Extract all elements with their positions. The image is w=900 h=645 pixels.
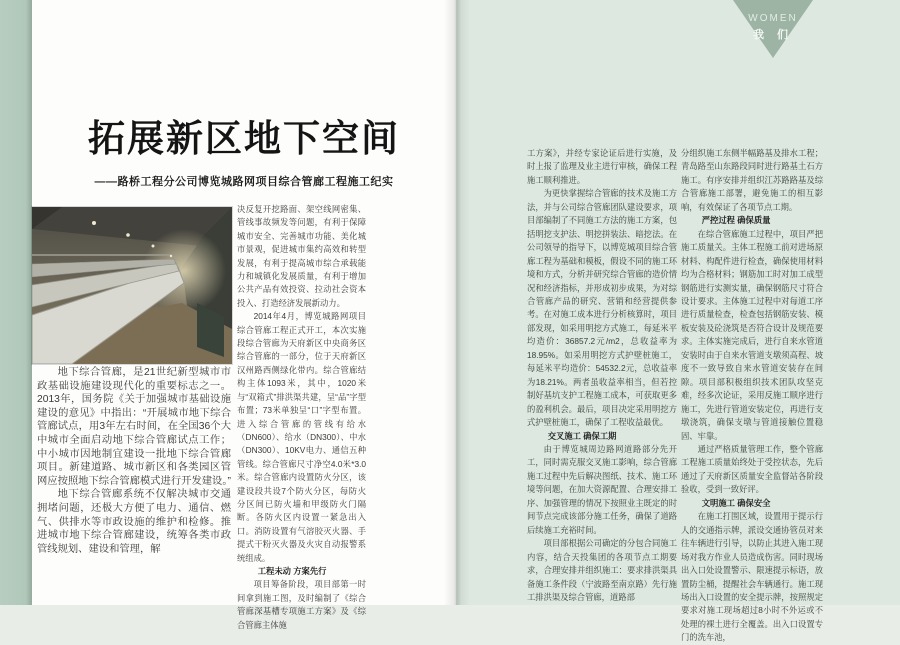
paragraph: 项目部根据公司确定的分包合同施工内容，结合天投集团的各项节点工期要求，合理安排并组织施工：要求排洪渠具备施工条件段（宁波路至南京路）先行施工排洪渠及综合管廊，道路部	[527, 538, 677, 602]
corner-label-en: WOMEN	[748, 13, 798, 24]
section-heading: 工程未动 方案先行	[257, 565, 327, 576]
paragraph: 在综合管廊施工过程中，项目严把施工质量关。主体工程施工前对进场原材料、构配件进行检查，确保使用材料均为合格材料；钢筋加工时对加工成型钢筋进行实测实量，确保钢筋尺寸符合设计要求。主体施工过程中对每道工序进行质量检查，检查包括钢筋安装、模板安装及砼浇筑是否符合设计及规范要求。主体实施完成后，进行自来水管道安装时由于自来水管道支墩须高程、坡度不一致导致自来水管道安装存在间隙。项目部积极组织技术团队攻坚克难，经多次论证，采用反施工顺序进行施工，先进行管道安装定位，再进行支墩浇筑，确保支墩与管道接触位置稳固、牢靠。	[681, 228, 823, 441]
section-heading: 文明施工 确保安全	[701, 497, 771, 508]
paragraph: 由于博览城周边路网道路部分先开工，同时需克服交叉施工影响，综合管廊施工过程中先后解决图纸、技术、施工环境等问题，在加大资源配置、合理安排工序、加强管理的情况下按照业主既定的时间节点完成该部分施工任务，确保了道路后续施工充裕时间。	[527, 443, 677, 535]
paragraph: 为更快掌握综合管廊的技术及施工方法，并与公司综合管廊团队建设要求，项目部编制了不同施工方法的施工方案，包括明挖支护法、明挖拼装法、暗挖法。在公司领导的指导下，以博览城项目综合管廊工程为基础和模板，假设不同的施工环境和方式，分析并研究综合管廊的造价情况和经济指标，并形成初步成果，为对综合管廊产品的研究、营销和经营提供参考。在对施工成本进行分析核算时，项目部发现，如采用明挖方式施工，每延米平均造价：36857.2元/m2，总收益率为18.95%。如采用明挖方式护壁桩施工，每延米平均造价：54532.2元，总收益率为18.21%。两者虽收益率相当，但若控制好基坑支护工程施工成本，可获取更多的盈利机会。最后，项目决定采用明挖方式护壁桩施工，确保了工程收益最优。	[527, 188, 677, 428]
left-page	[32, 0, 456, 630]
page-title: 拓展新区地下空间	[88, 116, 400, 160]
tunnel-photo	[32, 207, 232, 364]
paragraph: 分组织施工东侧半幅路基及排水工程；青岛路至山东路段同时进行路基土石方施工。有序安排并组织江苏路路基及综合管廊施工部署，避免施工的相互影响，有效保证了各项节点工期。	[681, 148, 823, 212]
corner-label-cn: 我 们	[752, 29, 794, 41]
paragraph: 决反复开挖路面、架空线网密集、管线事故频发等问题，有利于保障城市安全、完善城市功能、美化城市景观，促进城市集约高效和转型发展，有利于提高城市综合承载能力和城镇化发展质量，有利于增加公共产品有效投资、拉动社会资本投入、打造经济发展新动力。	[237, 204, 366, 308]
right-text-column-1	[527, 147, 677, 604]
paragraph: 在施工打围区域，设置用于提示行人的交通指示牌，派设交通协管员对来往车辆进行引导，以防止其进入施工现场对我方作业人员造成伤害。同时现场出入口处设置警示、限速提示标语，放置防尘桶，提醒社会车辆通行。施工现场出入口设置的安全提示牌，按照规定要求对施工现场超过8小时不外运或不处理的裸土进行全覆盖。出入口设置专门的洗车池，	[681, 511, 823, 643]
left-text-column-2	[237, 203, 366, 632]
section-heading: 交叉施工 确保工期	[547, 430, 617, 441]
page-subtitle: ——路桥工程分公司博览城路网项目综合管廊工程施工纪实	[94, 176, 394, 188]
right-text-column-2	[681, 147, 823, 645]
paragraph: 地下综合管廊，是21世纪新型城市市政基础设施建设现代化的重要标志之一。2013年，国务院《关于加强城市基础设施建设的意见》中指出：“开展城市地下综合管廊试点，用3年左右时间，在全国36个大中城市全面启动地下综合管廊试点工作；中小城市因地制宜建设一批地下综合管廊项目。新建道路、城市新区和各类园区管网应按照地下综合管廊模式进行开发建设。”	[37, 367, 231, 487]
paragraph: 通过严格质量管理工作，整个管廊工程施工质量始终处于受控状态，先后通过了天府新区质量安全监督站各阶段验收，受到一致好评。	[681, 443, 823, 495]
section-heading: 严控过程 确保质量	[701, 215, 771, 226]
previous-page-edge	[0, 0, 32, 605]
paragraph: 工方案》，并经专家论证后进行实施，及时上报了监理及业主进行审核，确保工程施工顺利推进。	[527, 148, 677, 185]
paragraph: 地下综合管廊系统不仅解决城市交通拥堵问题，还极大方便了电力、通信、燃气、供排水等市政设施的维护和检修。推进城市地下综合管廊建设，统筹各类市政管线规划、建设和管理，解	[37, 489, 231, 555]
paragraph: 项目筹备阶段，项目部第一时间拿到施工图，及时编制了《综合管廊深基槽专项施工方案》及《综合管廊主体施	[237, 579, 366, 630]
right-page	[456, 0, 900, 643]
left-text-column-1	[37, 366, 231, 556]
paragraph: 2014年4月，博览城路网项目综合管廊工程正式开工，本次实施段综合管廊为天府新区中央商务区综合管廊的一部分，位于天府新区汉州路西侧绿化带内。综合管廊结构主体1093米，其中，1020米与“双箱式”排洪渠共建，呈“品”字型布置；73米单独呈“口”字型布置。进入综合管廊的管线有给水（DN600）、给水（DN300）、中水（DN300）、10KV电力、通信五种管线。综合管廊尺寸净空4.0米*3.0米。综合管廊内设置防火分区，该建设段共设7个防火分区，每防火分区间已防火墙和甲级防火门隔断。各防火区内设置一紧急出入口。消防设置有气溶胶灭火器、手提式干粉灭火器及火灾自动报警系统组成。	[237, 311, 366, 563]
